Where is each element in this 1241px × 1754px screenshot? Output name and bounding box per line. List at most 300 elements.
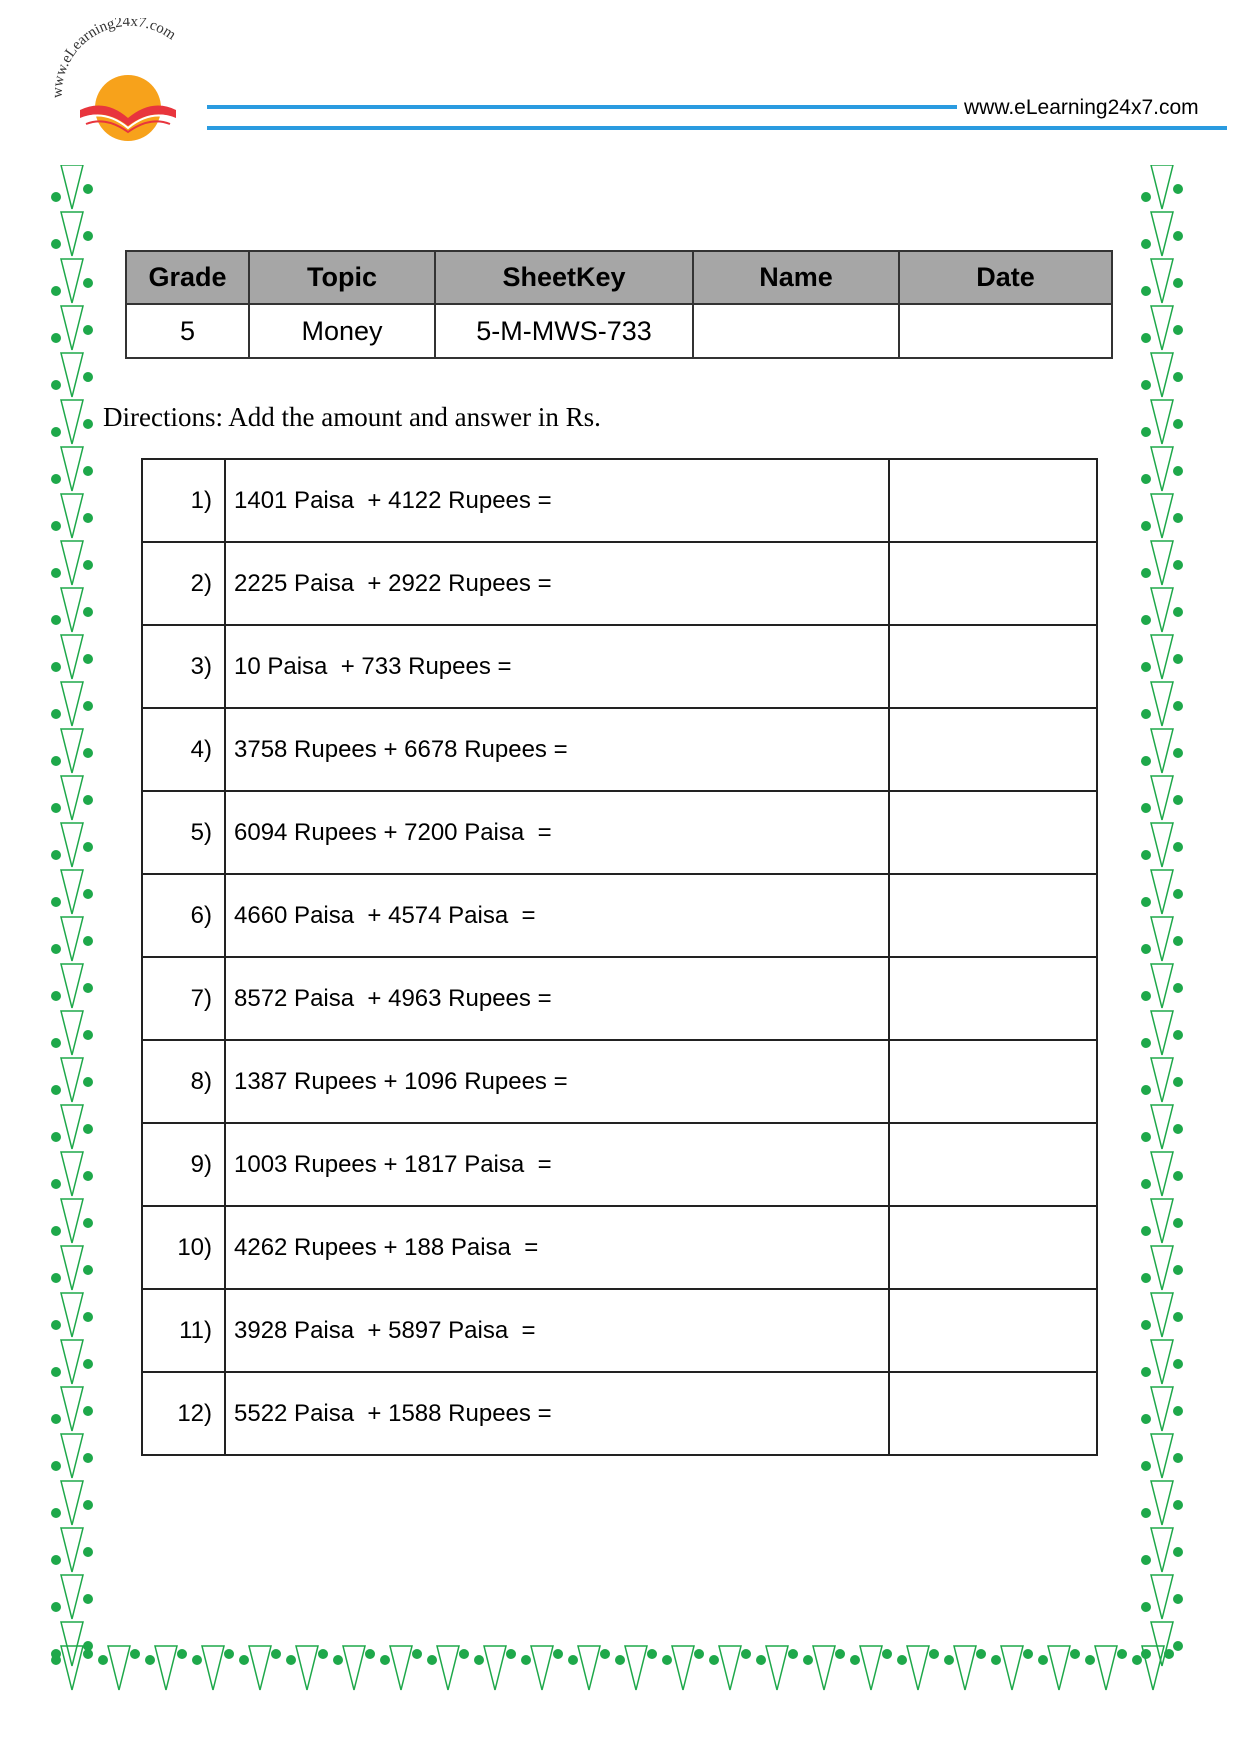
border-triangle [61, 1246, 83, 1290]
border-dot [647, 1649, 657, 1659]
border-triangle [484, 1646, 506, 1690]
border-triangle [1151, 729, 1173, 773]
border-dot [694, 1649, 704, 1659]
border-dot [83, 1594, 93, 1604]
border-dot [83, 184, 93, 194]
header-rule-top [207, 105, 957, 109]
problem-row [142, 1372, 1097, 1455]
border-dot [1173, 1124, 1183, 1134]
border-dot [51, 474, 61, 484]
border-dot [1173, 372, 1183, 382]
border-dot [1141, 803, 1151, 813]
problem-number: 2) [142, 542, 225, 625]
header-rule-bottom [207, 126, 1227, 130]
problem-number: 11) [142, 1289, 225, 1372]
answer-cell[interactable] [889, 542, 1097, 625]
border-dot [83, 1406, 93, 1416]
problem-number: 8) [142, 1040, 225, 1123]
border-dot [83, 278, 93, 288]
border-dot [83, 795, 93, 805]
border-dot [1173, 1030, 1183, 1040]
border-dot [1141, 1414, 1151, 1424]
border-triangle [61, 1293, 83, 1337]
border-dot [83, 1453, 93, 1463]
border-dot [1141, 568, 1151, 578]
border-triangle [390, 1646, 412, 1690]
border-dot [51, 286, 61, 296]
border-triangle [1151, 964, 1173, 1008]
border-triangle [1151, 870, 1173, 914]
problem-expression: 1401 Paisa + 4122 Rupees = [225, 459, 889, 542]
border-dot [83, 936, 93, 946]
border-dot [788, 1649, 798, 1659]
border-triangle [61, 870, 83, 914]
border-dot [51, 709, 61, 719]
answer-cell[interactable] [889, 708, 1097, 791]
decorative-border-right [1138, 165, 1188, 1695]
border-dot [365, 1649, 375, 1659]
border-dot [1173, 654, 1183, 664]
border-dot [83, 983, 93, 993]
border-dot [83, 701, 93, 711]
border-dot [51, 568, 61, 578]
problem-number: 12) [142, 1372, 225, 1455]
border-dot [83, 1124, 93, 1134]
border-triangle [1151, 353, 1173, 397]
border-dot [51, 1414, 61, 1424]
border-triangle [672, 1646, 694, 1690]
border-dot [1141, 333, 1151, 343]
border-dot [1141, 1555, 1151, 1565]
border-dot [1141, 1273, 1151, 1283]
border-dot [553, 1649, 563, 1659]
decorative-border-bottom [48, 1640, 1188, 1695]
border-dot [239, 1655, 249, 1665]
problem-expression: 1387 Rupees + 1096 Rupees = [225, 1040, 889, 1123]
header-topic: Topic [249, 251, 435, 304]
border-triangle [1048, 1646, 1070, 1690]
problem-number: 7) [142, 957, 225, 1040]
border-dot [1023, 1649, 1033, 1659]
problem-expression: 3758 Rupees + 6678 Rupees = [225, 708, 889, 791]
border-triangle [1151, 1058, 1173, 1102]
border-dot [51, 1038, 61, 1048]
border-dot [1173, 1406, 1183, 1416]
border-dot [1173, 607, 1183, 617]
border-dot [459, 1649, 469, 1659]
grade-value: 5 [126, 304, 249, 358]
border-dot [1141, 192, 1151, 202]
border-dot [756, 1655, 766, 1665]
border-dot [1173, 1547, 1183, 1557]
site-logo [40, 18, 210, 148]
border-triangle [343, 1646, 365, 1690]
border-dot [145, 1655, 155, 1665]
border-triangle [61, 682, 83, 726]
answer-cell[interactable] [889, 1372, 1097, 1455]
problem-row [142, 1123, 1097, 1206]
border-dot [51, 991, 61, 1001]
border-dot [83, 654, 93, 664]
border-triangle [1151, 1434, 1173, 1478]
decorative-border-left [48, 165, 98, 1695]
problem-expression: 8572 Paisa + 4963 Rupees = [225, 957, 889, 1040]
border-dot [130, 1649, 140, 1659]
border-dot [1141, 991, 1151, 1001]
topic-value: Money [249, 304, 435, 358]
answer-cell[interactable] [889, 791, 1097, 874]
border-triangle [1151, 1293, 1173, 1337]
border-triangle [1151, 1481, 1173, 1525]
problem-number: 6) [142, 874, 225, 957]
site-url[interactable]: www.eLearning24x7.com [964, 96, 1199, 119]
border-triangle [1151, 400, 1173, 444]
border-triangle [766, 1646, 788, 1690]
border-triangle [155, 1646, 177, 1690]
border-triangle [1151, 776, 1173, 820]
border-triangle [202, 1646, 224, 1690]
border-dot [51, 1367, 61, 1377]
problem-row [142, 1040, 1097, 1123]
border-triangle [61, 1340, 83, 1384]
border-dot [835, 1649, 845, 1659]
border-triangle [61, 964, 83, 1008]
border-triangle [61, 1387, 83, 1431]
info-table [125, 250, 1113, 359]
border-dot [1085, 1655, 1095, 1665]
border-dot [521, 1655, 531, 1665]
border-triangle [61, 1646, 83, 1690]
border-dot [51, 803, 61, 813]
border-dot [1173, 748, 1183, 758]
border-dot [51, 427, 61, 437]
answer-cell[interactable] [889, 1206, 1097, 1289]
border-dot [51, 662, 61, 672]
border-dot [83, 1171, 93, 1181]
border-triangle [531, 1646, 553, 1690]
border-triangle [61, 1575, 83, 1619]
border-triangle [61, 1528, 83, 1572]
border-triangle [296, 1646, 318, 1690]
border-triangle [1151, 1152, 1173, 1196]
border-dot [51, 1085, 61, 1095]
border-dot [1173, 936, 1183, 946]
border-dot [1141, 897, 1151, 907]
border-triangle [1151, 306, 1173, 350]
border-dot [83, 466, 93, 476]
border-dot [1173, 1171, 1183, 1181]
header-date: Date [899, 251, 1112, 304]
answer-cell[interactable] [889, 625, 1097, 708]
problem-expression: 1003 Rupees + 1817 Paisa = [225, 1123, 889, 1206]
border-triangle [1151, 447, 1173, 491]
directions-text: Directions: Add the amount and answer in Rs. [103, 402, 601, 432]
border-dot [83, 1649, 93, 1659]
border-dot [83, 1500, 93, 1510]
border-dot [1173, 795, 1183, 805]
border-dot [1173, 1265, 1183, 1275]
problem-number: 4) [142, 708, 225, 791]
border-dot [98, 1655, 108, 1665]
border-dot [51, 380, 61, 390]
problem-number: 10) [142, 1206, 225, 1289]
border-dot [177, 1649, 187, 1659]
problem-expression: 2225 Paisa + 2922 Rupees = [225, 542, 889, 625]
border-triangle [1151, 1105, 1173, 1149]
border-dot [83, 325, 93, 335]
border-triangle [907, 1646, 929, 1690]
border-dot [882, 1649, 892, 1659]
border-dot [1173, 889, 1183, 899]
border-triangle [1151, 259, 1173, 303]
border-triangle [61, 823, 83, 867]
problem-expression: 3928 Paisa + 5897 Paisa = [225, 1289, 889, 1372]
border-triangle [625, 1646, 647, 1690]
problem-row [142, 1206, 1097, 1289]
border-triangle [61, 1105, 83, 1149]
border-dot [1173, 842, 1183, 852]
info-value-row [126, 304, 1112, 358]
border-dot [1141, 380, 1151, 390]
border-dot [224, 1649, 234, 1659]
border-triangle [61, 1011, 83, 1055]
border-triangle [108, 1646, 130, 1690]
border-dot [929, 1649, 939, 1659]
border-dot [1173, 419, 1183, 429]
border-triangle [61, 917, 83, 961]
border-dot [1173, 231, 1183, 241]
border-dot [51, 756, 61, 766]
problem-row [142, 625, 1097, 708]
border-dot [318, 1649, 328, 1659]
border-dot [1141, 1461, 1151, 1471]
header-name: Name [693, 251, 899, 304]
border-dot [1164, 1649, 1174, 1659]
border-dot [1141, 1085, 1151, 1095]
border-dot [1141, 850, 1151, 860]
border-triangle [719, 1646, 741, 1690]
border-dot [850, 1655, 860, 1665]
border-dot [1141, 1132, 1151, 1142]
problem-number: 3) [142, 625, 225, 708]
border-dot [83, 372, 93, 382]
border-dot [1173, 466, 1183, 476]
border-dot [615, 1655, 625, 1665]
border-triangle [1151, 682, 1173, 726]
border-dot [1173, 513, 1183, 523]
border-triangle [1151, 1340, 1173, 1384]
border-dot [51, 615, 61, 625]
border-triangle [61, 400, 83, 444]
border-dot [1173, 1359, 1183, 1369]
border-dot [51, 239, 61, 249]
border-dot [600, 1649, 610, 1659]
border-triangle [61, 729, 83, 773]
border-dot [51, 333, 61, 343]
border-triangle [578, 1646, 600, 1690]
border-triangle [249, 1646, 271, 1690]
border-dot [474, 1655, 484, 1665]
answer-cell[interactable] [889, 874, 1097, 957]
border-dot [192, 1655, 202, 1665]
header-sheetkey: SheetKey [435, 251, 693, 304]
sheetkey-value: 5-M-MWS-733 [435, 304, 693, 358]
border-triangle [437, 1646, 459, 1690]
border-dot [1141, 1179, 1151, 1189]
border-triangle [61, 541, 83, 585]
border-dot [83, 1030, 93, 1040]
border-dot [662, 1655, 672, 1665]
logo-text: www.eLearning24x7.com [49, 18, 179, 99]
border-dot [83, 231, 93, 241]
border-triangle [61, 306, 83, 350]
border-dot [1173, 1077, 1183, 1087]
border-dot [1141, 474, 1151, 484]
border-dot [51, 1132, 61, 1142]
border-triangle [61, 588, 83, 632]
border-dot [1141, 756, 1151, 766]
border-dot [1141, 662, 1151, 672]
border-dot [427, 1655, 437, 1665]
border-dot [51, 1508, 61, 1518]
answer-cell[interactable] [889, 1040, 1097, 1123]
problem-expression: 4262 Rupees + 188 Paisa = [225, 1206, 889, 1289]
border-dot [1141, 239, 1151, 249]
border-triangle [1151, 917, 1173, 961]
border-dot [51, 897, 61, 907]
border-dot [83, 513, 93, 523]
answer-cell[interactable] [889, 1123, 1097, 1206]
border-dot [51, 1320, 61, 1330]
border-dot [1141, 1226, 1151, 1236]
problem-row [142, 791, 1097, 874]
border-triangle [61, 165, 83, 209]
border-dot [1173, 560, 1183, 570]
problem-row [142, 1289, 1097, 1372]
header-grade: Grade [126, 251, 249, 304]
answer-cell[interactable] [889, 1289, 1097, 1372]
border-triangle [1151, 588, 1173, 632]
border-dot [1173, 184, 1183, 194]
border-triangle [61, 447, 83, 491]
border-dot [506, 1649, 516, 1659]
problem-number: 5) [142, 791, 225, 874]
border-triangle [61, 1152, 83, 1196]
border-dot [1173, 983, 1183, 993]
border-triangle [954, 1646, 976, 1690]
border-triangle [61, 353, 83, 397]
border-triangle [1151, 165, 1173, 209]
border-triangle [1095, 1646, 1117, 1690]
border-dot [568, 1655, 578, 1665]
border-dot [1141, 521, 1151, 531]
border-dot [1141, 1367, 1151, 1377]
border-triangle [1142, 1646, 1164, 1690]
border-dot [709, 1655, 719, 1665]
border-dot [1141, 1602, 1151, 1612]
border-triangle [860, 1646, 882, 1690]
border-dot [1173, 1500, 1183, 1510]
problem-row [142, 542, 1097, 625]
border-dot [1173, 1453, 1183, 1463]
border-triangle [61, 776, 83, 820]
border-dot [897, 1655, 907, 1665]
border-triangle [61, 635, 83, 679]
answer-cell[interactable] [889, 957, 1097, 1040]
border-dot [51, 521, 61, 531]
info-header-row [126, 251, 1112, 304]
border-dot [1132, 1655, 1142, 1665]
border-triangle [61, 212, 83, 256]
border-dot [83, 748, 93, 758]
border-dot [83, 560, 93, 570]
border-dot [1141, 1320, 1151, 1330]
border-triangle [813, 1646, 835, 1690]
border-dot [991, 1655, 1001, 1665]
border-dot [83, 889, 93, 899]
border-dot [51, 1179, 61, 1189]
border-triangle [1001, 1646, 1023, 1690]
border-triangle [61, 1434, 83, 1478]
border-triangle [61, 259, 83, 303]
border-dot [380, 1655, 390, 1665]
border-dot [1141, 1508, 1151, 1518]
answer-cell[interactable] [889, 459, 1097, 542]
border-dot [1173, 1218, 1183, 1228]
border-triangle [1151, 1387, 1173, 1431]
border-dot [1173, 1594, 1183, 1604]
border-triangle [1151, 635, 1173, 679]
border-triangle [1151, 1199, 1173, 1243]
border-dot [1141, 427, 1151, 437]
problem-row [142, 957, 1097, 1040]
border-dot [83, 1547, 93, 1557]
border-dot [1173, 278, 1183, 288]
border-dot [83, 842, 93, 852]
problem-expression: 4660 Paisa + 4574 Paisa = [225, 874, 889, 957]
problem-expression: 5522 Paisa + 1588 Rupees = [225, 1372, 889, 1455]
border-triangle [1151, 1575, 1173, 1619]
border-dot [803, 1655, 813, 1665]
name-field[interactable] [693, 304, 899, 358]
border-dot [83, 419, 93, 429]
border-dot [944, 1655, 954, 1665]
border-dot [51, 944, 61, 954]
border-dot [83, 607, 93, 617]
border-triangle [1151, 1011, 1173, 1055]
border-triangle [1151, 541, 1173, 585]
border-dot [1173, 1312, 1183, 1322]
border-dot [333, 1655, 343, 1665]
border-dot [741, 1649, 751, 1659]
border-dot [51, 1461, 61, 1471]
border-dot [83, 1359, 93, 1369]
problem-expression: 6094 Rupees + 7200 Paisa = [225, 791, 889, 874]
border-dot [1038, 1655, 1048, 1665]
date-field[interactable] [899, 304, 1112, 358]
problems-table [141, 458, 1098, 1456]
border-triangle [61, 1058, 83, 1102]
border-dot [83, 1218, 93, 1228]
border-dot [51, 850, 61, 860]
border-dot [412, 1649, 422, 1659]
border-dot [1173, 325, 1183, 335]
border-dot [83, 1265, 93, 1275]
border-triangle [61, 1199, 83, 1243]
border-triangle [1151, 494, 1173, 538]
border-dot [1117, 1649, 1127, 1659]
border-dot [1141, 709, 1151, 719]
